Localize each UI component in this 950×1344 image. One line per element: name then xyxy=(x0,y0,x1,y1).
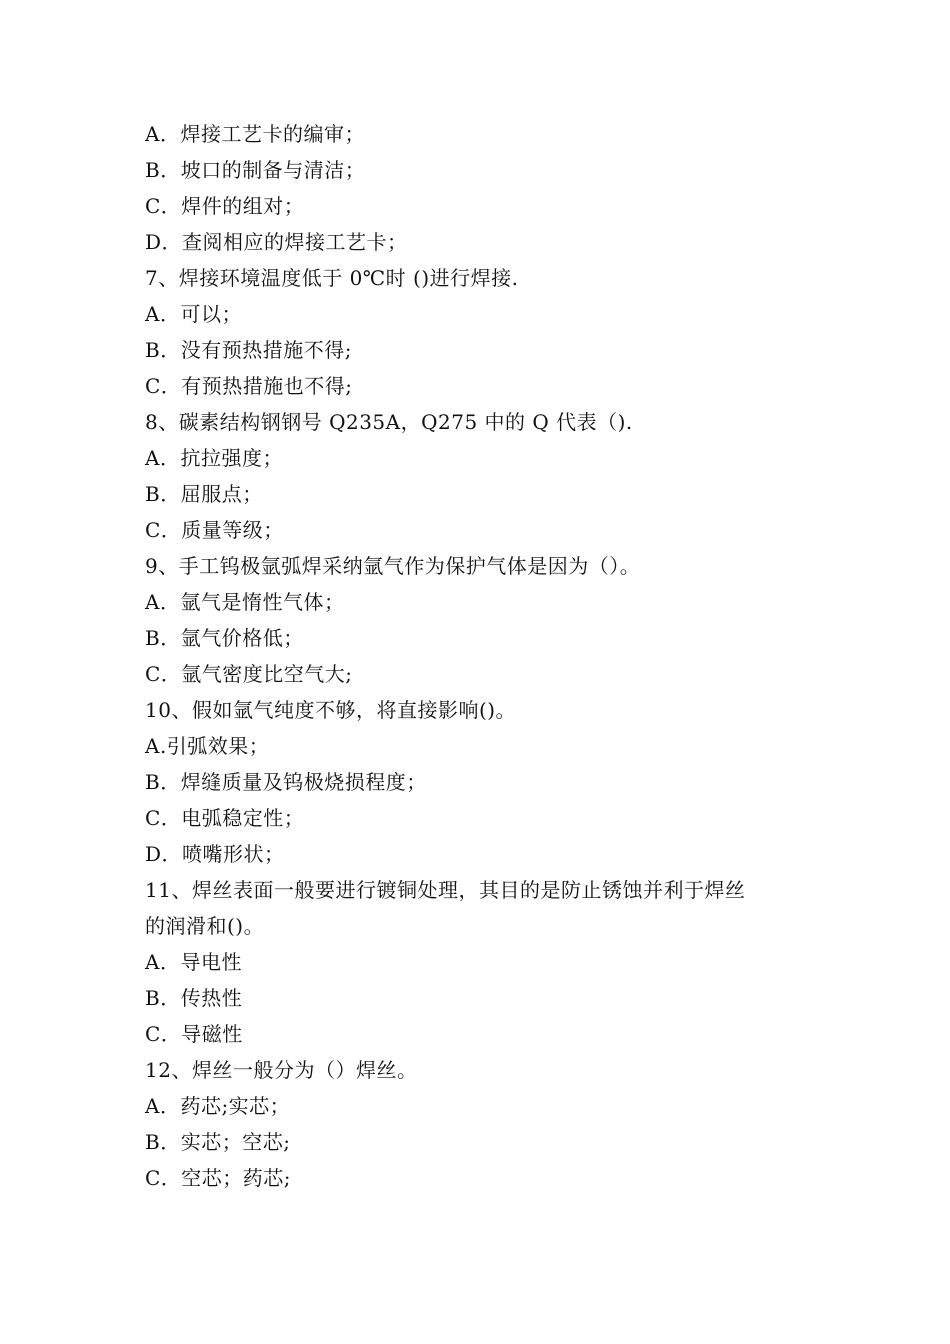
question-11: 11、焊丝表面一般要进行镀铜处理，其目的是防止锈蚀并利于焊丝 xyxy=(145,878,746,902)
text-line: A．焊接工艺卡的编审； xyxy=(145,122,365,146)
text-line: A．抗拉强度； xyxy=(145,446,283,470)
text-line: A．药芯;实芯； xyxy=(145,1094,291,1118)
question-11-continued: 的润滑和()。 xyxy=(145,914,265,938)
text-line: C．质量等级； xyxy=(145,518,284,542)
text-line: D．喷嘴形状； xyxy=(145,842,285,866)
question-10: 10、假如氩气纯度不够，将直接影响()。 xyxy=(145,698,517,722)
text-line: B．没有预热措施不得; xyxy=(145,338,352,362)
text-line: C．导磁性 xyxy=(145,1022,243,1046)
text-line: B．屈服点； xyxy=(145,482,263,506)
text-line: A.引弧效果； xyxy=(145,734,270,758)
text-line: D．查阅相应的焊接工艺卡； xyxy=(145,230,408,254)
text-line: C．有预热措施也不得; xyxy=(145,374,353,398)
text-line: A．导电性 xyxy=(145,950,242,974)
question-7: 7、焊接环境温度低于 0℃时 ()进行焊接. xyxy=(145,266,519,290)
text-line: C．氩气密度比空气大; xyxy=(145,662,353,686)
document-body xyxy=(145,116,825,1196)
text-line: B．坡口的制备与清洁； xyxy=(145,158,366,182)
question-8: 8、碳素结构钢钢号 Q235A，Q275 中的 Q 代表（). xyxy=(145,410,633,434)
question-12: 12、焊丝一般分为（）焊丝。 xyxy=(145,1058,418,1082)
text-line: B．氩气价格低； xyxy=(145,626,304,650)
text-line: C．焊件的组对； xyxy=(145,194,305,218)
text-line: C．空芯；药芯; xyxy=(145,1166,292,1190)
text-line: A．氩气是惰性气体； xyxy=(145,590,345,614)
text-line: A．可以； xyxy=(145,302,242,326)
text-line: B．焊缝质量及钨极烧损程度； xyxy=(145,770,427,794)
text-line: B．传热性 xyxy=(145,986,243,1010)
question-9: 9、手工钨极氩弧焊采纳氩气作为保护气体是因为（）。 xyxy=(145,554,641,578)
text-line: B．实芯；空芯; xyxy=(145,1130,291,1154)
text-line: C．电弧稳定性； xyxy=(145,806,305,830)
